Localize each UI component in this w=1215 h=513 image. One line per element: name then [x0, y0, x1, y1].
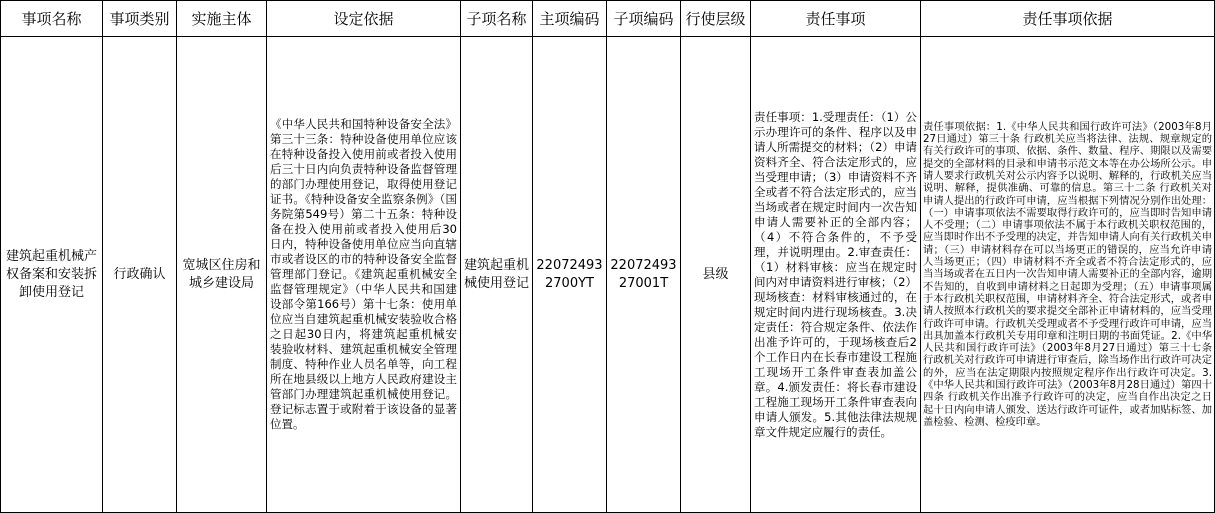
- header-main-code: 主项编码: [533, 1, 607, 37]
- cell-item-type: 行政确认: [103, 37, 177, 513]
- header-sub-code: 子项编码: [607, 1, 681, 37]
- cell-subject: 宽城区住房和城乡建设局: [177, 37, 267, 513]
- header-basis: 设定依据: [267, 1, 461, 37]
- header-item-name: 事项名称: [1, 1, 103, 37]
- header-sub-name: 子项名称: [461, 1, 533, 37]
- header-duty-basis: 责任事项依据: [921, 1, 1215, 37]
- cell-duty: 责任事项：1.受理责任：（1）公示办理许可的条件、程序以及申请人所需提交的材料；（2）申请资料齐全、符合法定形式的，应当受理申请；（3）申请资料不齐全或者不符合法定形式的，应当当场或者在规定时间内一次告知申请人需要补正的全部内容；（4）不符合条件的，不予受理，并说明理由。2.审查责任：（1）材料审核：应当在规定时间内对申请资料进行审核；（2）现场核查：材料审核通过的，在规定时间内进行现场核查。3.决定责任：符合规定条件、依法作出准予许可的，于现场核查后2个工作日内在长春市建设工程施工现场开工条件审查表加盖公章。4.颁发责任：将长春市建设工程施工现场开工条件审查表向申请人颁发。5.其他法律法规规章文件规定应履行的责任。: [751, 37, 921, 513]
- table-row: [1, 37, 1215, 513]
- cell-main-code: 220724932700YT: [533, 37, 607, 513]
- cell-duty-basis: 责任事项依据：1.《中华人民共和国行政许可法》（2003年8月27日通过）第三十条 行政机关应当将法律、法规、规章规定的有关行政许可的事项、依据、条件、数量、程序、期限以及需要提交的全部材料的目录和申请书示范文本等在办公场所公示。申请人要求行政机关对公示内容予以说明、解释的，行政机关应当说明、解释，提供准确、可靠的信息。第三十二条 行政机关对申请人提出的行政许可申请，应当根据下列情况分别作出处理：（一）申请事项依法不需要取得行政许可的，应当即时告知申请人不受理；（二）申请事项依法不属于本行政机关职权范围的，应当即时作出不予受理的决定，并告知申请人向有关行政机关申请；（三）申请材料存在可以当场更正的错误的，应当允许申请人当场更正；（四）申请材料不齐全或者不符合法定形式的，应当当场或者在五日内一次告知申请人需要补正的全部内容，逾期不告知的，自收到申请材料之日起即为受理；（五）申请事项属于本行政机关职权范围，申请材料齐全、符合法定形式，或者申请人按照本行政机关的要求提交全部补正申请材料的，应当受理行政许可申请。行政机关受理或者不予受理行政许可申请，应当出具加盖本行政机关专用印章和注明日期的书面凭证。2.《中华人民共和国行政许可法》（2003年8月27日通过）第三十七条 行政机关对行政许可申请进行审查后，除当场作出行政许可决定的外，应当在法定期限内按照规定程序作出行政许可决定。3.《中华人民共和国行政许可法》（2003年8月28日通过）第四十四条 行政机关作出准予行政许可的决定，应当自作出决定之日起十日内向申请人颁发、送达行政许可证件，或者加贴标签、加盖检验、检测、检疫印章。: [921, 37, 1215, 513]
- cell-level: 县级: [681, 37, 751, 513]
- header-row: [1, 1, 1215, 37]
- cell-basis: 《中华人民共和国特种设备安全法》第三十三条：特种设备使用单位应该在特种设备投入使用前或者投入使用后三十日内向负责特种设备监督管理的部门办理使用登记，取得使用登记证书。《特种设备安全监察条例》（国务院第549号）第二十五条：特种设备在投入使用前或者投入使用后30日内，特种设备使用单位应当向直辖市或者设区的市的特种设备安全监督管理部门登记。《建筑起重机械安全监督管理规定》（中华人民共和国建设部令第166号）第十七条：使用单位应当自建筑起重机械安装验收合格之日起30日内，将建筑起重机械安装验收材料、建筑起重机械安全管理制度、特种作业人员名单等，向工程所在地县级以上地方人民政府建设主管部门办理建筑起重机械使用登记。登记标志置于或附着于该设备的显著位置。: [267, 37, 461, 513]
- header-item-type: 事项类别: [103, 1, 177, 37]
- cell-sub-name: 建筑起重机械使用登记: [461, 37, 533, 513]
- header-duty: 责任事项: [751, 1, 921, 37]
- cell-sub-code: 2207249327001T: [607, 37, 681, 513]
- cell-item-name: 建筑起重机械产权备案和安装拆卸使用登记: [1, 37, 103, 513]
- header-level: 行使层级: [681, 1, 751, 37]
- header-subject: 实施主体: [177, 1, 267, 37]
